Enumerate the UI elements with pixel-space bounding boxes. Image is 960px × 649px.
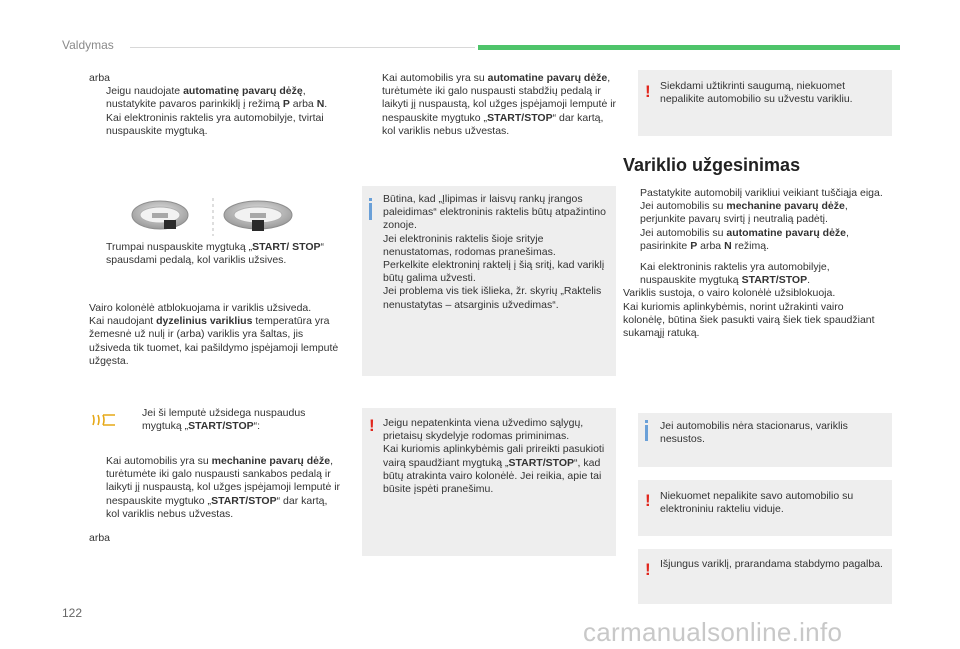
info-box-text: Jei automobilis nėra stacionarus, variklis nesustos.: [660, 420, 848, 446]
col3-stop-block: [623, 187, 885, 340]
warning-box-text: Jeigu nepatenkinta viena užvedimo sąlygų, prietaisų skydelyje rodomas priminimas. Kai kuriomis aplinkybėmis gali prireikti pasukioti vairą spaudžiant mygtuką „START/STOP“, kad būtų atrakinta vairo kolonėlė. Jei reikia, apie tai būsite įspėti pranešimu.: [383, 417, 605, 496]
col2-auto-block: [365, 72, 617, 138]
section-accent-bar: [478, 45, 900, 50]
arba-text: arba: [89, 532, 111, 545]
watermark: carmanualsonline.info: [583, 617, 843, 647]
arba-text: arba: [89, 72, 111, 84]
warning-icon: !: [645, 560, 651, 579]
header-divider: [130, 47, 475, 48]
list-item: Jei automobilis su automatine pavarų dėže, pasirinkite P arba N režimą.: [640, 226, 849, 252]
warning-box-text: Niekuomet nepalikite savo automobilio su elektroniniu rakteliu viduje.: [660, 490, 854, 516]
list-item: Kai elektroninis raktelis yra automobilyje, nuspauskite mygtuką START/STOP.: [640, 261, 830, 287]
warning-box-text: Siekdami užtikrinti saugumą, niekuomet nepalikite automobilio su užvestu varikliu.: [660, 80, 853, 106]
info-icon: [645, 425, 648, 441]
col1-paragraph: [89, 302, 341, 368]
steering-wheel-icon: [132, 201, 188, 229]
list-item: Pastatykite automobilį varikliui veikiant tuščiąja eiga.: [640, 187, 883, 199]
list-item: Kai elektroninis raktelis yra automobilyje, tvirtai nuspauskite mygtuką.: [106, 111, 324, 137]
warning-icon: !: [645, 82, 651, 101]
info-icon: [369, 203, 372, 220]
paragraph: Kai kuriomis aplinkybėmis, norint užrakinti vairo kolonėlę, būtina šiek pasukti vairą šiek tiek spaudžiant sukamąjį ratuką.: [623, 300, 875, 340]
warning-icon: !: [369, 416, 375, 435]
col1-intro-block: [89, 72, 341, 138]
warning-icon: !: [645, 491, 651, 510]
section-title: Valdymas: [62, 38, 114, 52]
paragraph: Variklis sustoja, o vairo kolonėlė užsiblokuoja.: [623, 287, 836, 300]
list-item: Trumpai nuspauskite mygtuką „START/ STOP“ spausdami pedalą, kol variklis užsives.: [106, 241, 325, 267]
list-item: Jeigu naudojate automatinę pavarų dėžę, nustatykite pavaros parinkiklį į režimą P arba N.: [106, 85, 328, 111]
list-item: Kai automobilis yra su automatine pavarų dėže, turėtumėte iki galo nuspausti stabdžių pedalą ir laikyti jį nuspaustą, kol užges įspėjamoji lemputė ir nespauskite mygtuko „START/STOP“ dar kartą, kol variklis nebus užvestas.: [382, 72, 617, 137]
warning-box-text: Išjungus variklį, prarandama stabdymo pagalba.: [660, 558, 883, 570]
glow-plug-warning-icon: [91, 413, 117, 427]
paragraph: Kai naudojant dyzelinius variklius temperatūra yra žemesnė už nulį ir (arba) variklis yra šaltas, jis užsiveda tik tuomet, kai pašildymo įspėjamoji lemputė užgęsta.: [89, 315, 339, 367]
section-heading: Variklio užgesinimas: [623, 155, 801, 175]
steering-wheel-pressed-icon: [224, 201, 292, 231]
list-item: Jei automobilis su mechanine pavarų dėže, perjunkite pavarų svirtį į neutralią padėtį.: [640, 200, 848, 226]
start-stop-illustration: [128, 196, 298, 238]
col1-press-block: [89, 241, 341, 267]
paragraph: Vairo kolonėlė atblokuojama ir variklis užsiveda.: [89, 302, 312, 314]
col1-manual-block: [89, 455, 341, 545]
page-number: 122: [62, 606, 83, 620]
list-item: Kai automobilis yra su mechanine pavarų dėže, turėtumėte iki galo nuspausti sankabos pedalą ir laikyti jį nuspaustą, kol užges įspėjamoji lemputė ir nespauskite mygtuko „START/STOP“ dar kartą, kol variklis nebus užvestas.: [106, 455, 341, 520]
info-box-text: Būtina, kad „Įlipimas ir laisvų rankų įrangos paleidimas“ elektroninis raktelis būtų atpažintino zonoje. Jei elektroninis raktelis šioje srityje nenustatomas, rodomas pranešimas. Perkelkite elektroninį raktelį į šią sritį, kad variklį būtų galima užvesti. Jei problema vis tiek išlieka, žr. skyrių „Raktelis nenustatytas – atsarginis užvedimas“.: [383, 193, 606, 311]
lamp-note: Jei ši lemputė užsidega nuspaudus mygtuką „START/STOP“:: [142, 407, 306, 433]
